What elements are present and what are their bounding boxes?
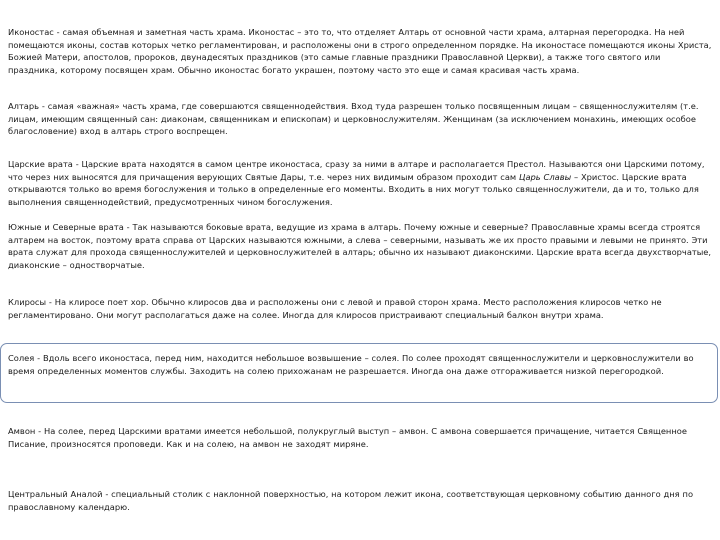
term-altar: Алтарь [8, 101, 40, 111]
text-soleas: - Вдоль всего иконостаса, перед ним, находится небольшое возвышение – солея. По солее проходят священнослужители и церковнослужители во время определенных моментов службы. Заходить на солею прихожанам не разрешается. Иногда она даже отгораживается низкой перегородкой. [8, 353, 694, 376]
text-royal-doors-italic: Царь Славы [519, 171, 572, 182]
term-soleas: Солея [8, 353, 35, 363]
text-royal-doors-part1: - Царские врата находятся в самом центре иконостаса, сразу за ними в алтаре и располагается Престол. Называются они Царскими потому, что через них выносятся для причащения верующих Святые Дары, т.е. через них видимым образом проходит сам [8, 159, 705, 182]
text-kliros: - На клиросе поет хор. Обычно клиросов два и расположены они с левой и правой сторон храма. Место расположения клиросов четко не регламентировано. Они могут располагаться даже на солее. Иногда для клиросов пристраивают специальный балкон внутри храма. [8, 297, 662, 320]
paragraph-kliros [8, 296, 712, 321]
paragraph-iconostasis [8, 26, 712, 76]
paragraph-ambo [8, 425, 712, 450]
term-side-doors: Южные и Северные врата [8, 222, 124, 232]
term-analoy: Центральный Аналой [8, 489, 103, 499]
text-analoy: - специальный столик с наклонной поверхностью, на котором лежит икона, соответствующая церковному событию данного дня по православному календарю. [8, 489, 694, 512]
term-ambo: Амвон [8, 426, 36, 436]
term-royal-doors: Царские врата [8, 159, 73, 169]
text-altar: - самая «важная» часть храма, где совершаются священнодействия. Вход туда разрешен только посвященным лицам – священнослужителям (т.е. лицам, имеющим священный сан: диаконам, священникам и епископам) и церковнослужителям. Женщинам (за исключением монахинь, имеющих особое благословение) вход в алтарь строго воспрещен. [8, 101, 699, 137]
term-kliros: Клиросы [8, 297, 47, 307]
term-iconostasis: Иконостас [8, 27, 54, 37]
text-side-doors: - Так называются боковые врата, ведущие из храма в алтарь. Почему южные и северные? Православные храмы всегда строятся алтарем на восток, поэтому врата справа от Царских называются южными, а слева – северными, называть же их просто правыми и левыми не принято. Эти врата служат для прохода священнослужителей и церковнослужителей в алтарь; обычно их называют диаконскими. Царские врата всегда двухстворчатые, диаконские – одностворчатые. [8, 222, 712, 270]
text-ambo: - На солее, перед Царскими вратами имеется небольшой, полукруглый выступ – амвон. С амвона совершается причащение, читается Священное Писание, произносятся проповеди. Как и на солею, на амвон не заходят миряне. [8, 426, 687, 449]
paragraph-side-doors [8, 221, 712, 271]
text-iconostasis: - самая объемная и заметная часть храма. Иконостас – это то, что отделяет Алтарь от основной части храма, алтарная перегородка. На ней помещаются иконы, состав которых четко регламентирован, и расположены они в строго определенном порядке. На иконостасе помещаются иконы Христа, Божией Матери, апостолов, пророков, двунадесятых праздников (это самые главные праздники Православной Церкви), а также того святого или праздника, которому посвящен храм. Обычно иконостас богато украшен, поэтому часто это еще и самая красивая часть храма. [8, 27, 712, 75]
paragraph-altar [8, 100, 712, 138]
paragraph-royal-doors [8, 158, 712, 208]
text-royal-doors-part2: – Христос. Царские врата открываются только во время богослужения и только в определенные его моменты. Входить в них могут только священнослужители, да и то, только для выполнения священнодействий, предусмотренных чином богослужения. [8, 171, 699, 207]
paragraph-analoy [8, 488, 712, 513]
paragraph-soleas [8, 352, 712, 377]
